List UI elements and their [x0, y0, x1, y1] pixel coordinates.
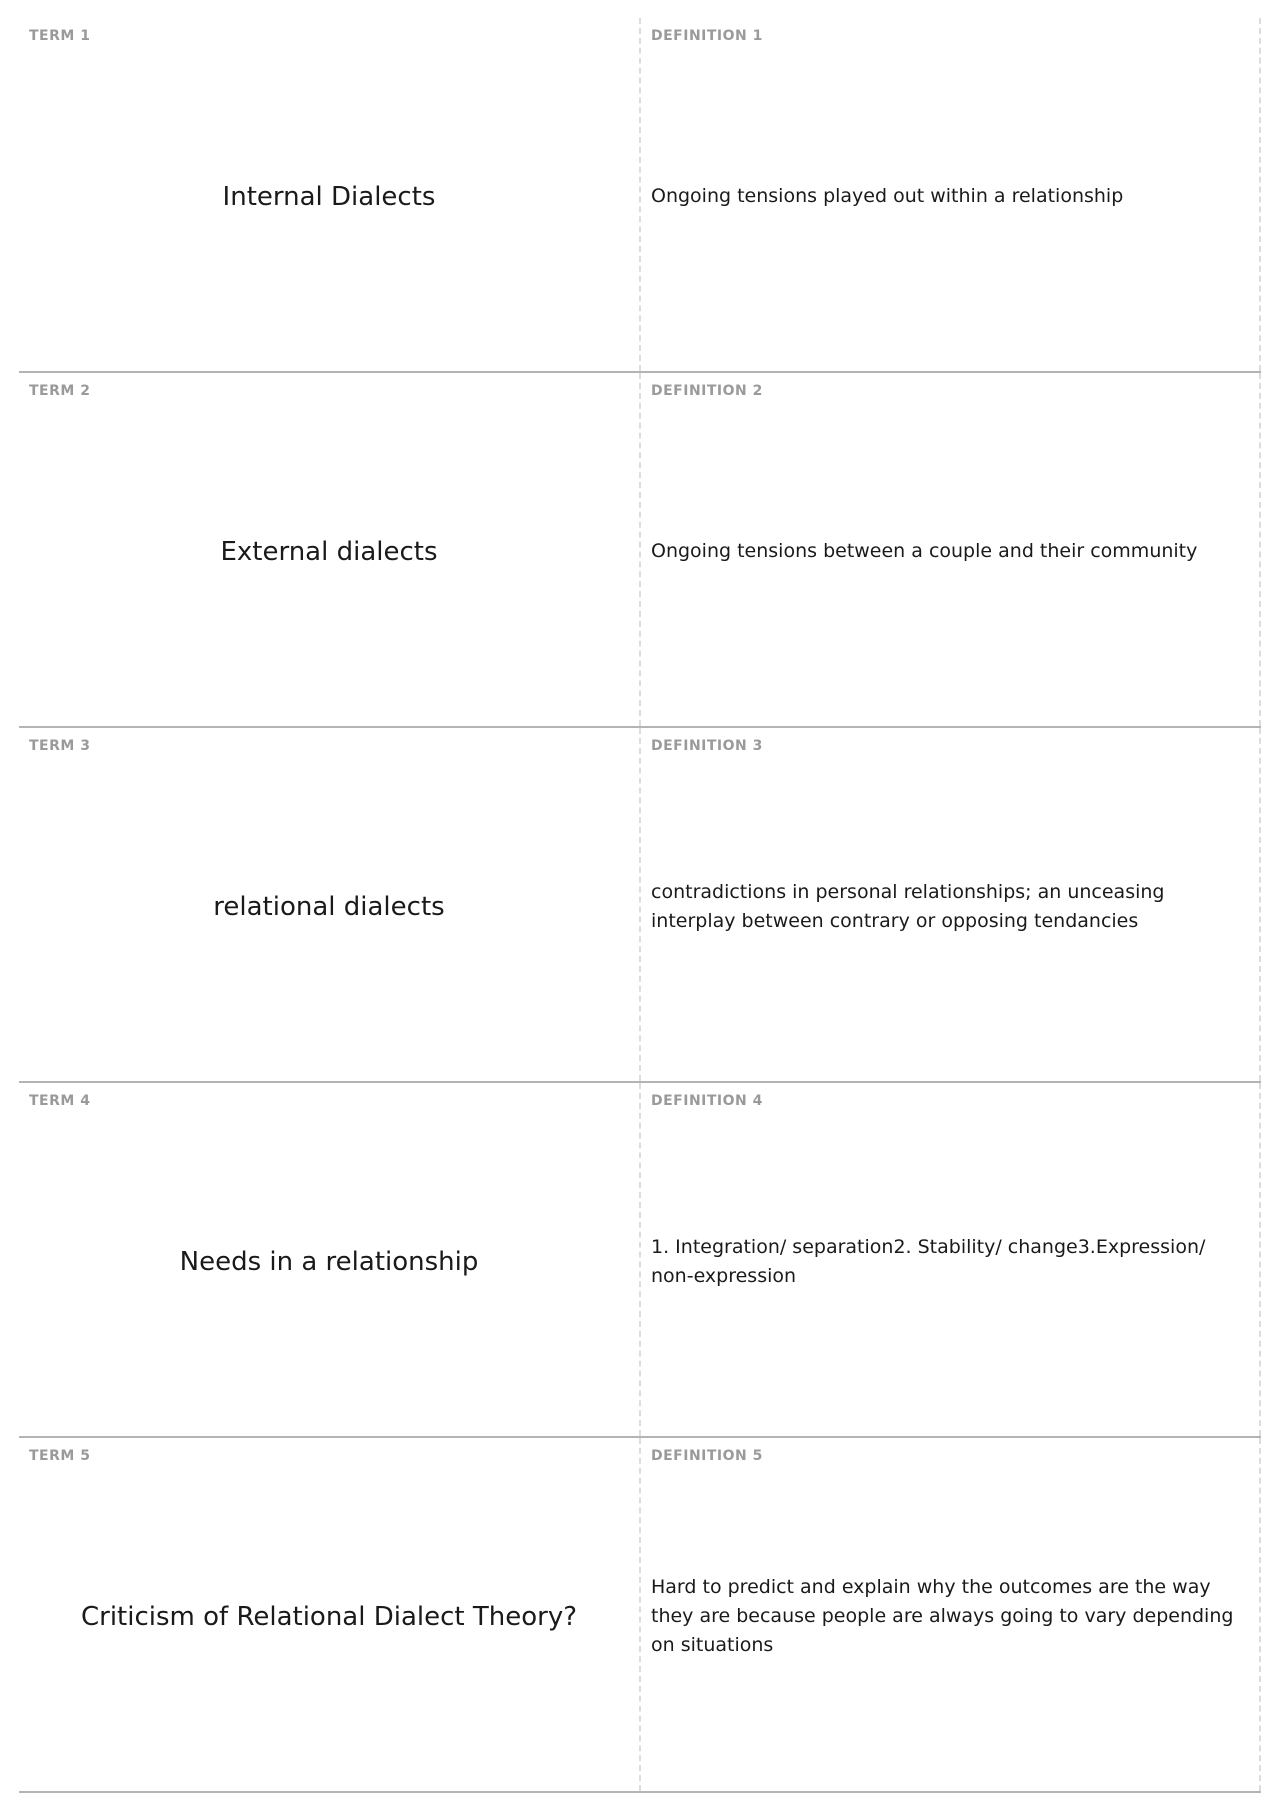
- definition-label: DEFINITION 4: [651, 1093, 763, 1109]
- flashcard-row: [19, 18, 1261, 373]
- definition-cell: [641, 728, 1261, 1081]
- definition-text: Ongoing tensions played out within a relationship: [651, 185, 1124, 207]
- flashcard-row: [19, 1438, 1261, 1793]
- term-text: relational dialects: [213, 891, 445, 922]
- term-text: Criticism of Relational Dialect Theory?: [80, 1601, 578, 1632]
- term-cell: [19, 18, 641, 371]
- term-text: Needs in a relationship: [179, 1246, 479, 1277]
- term-label: TERM 2: [29, 383, 91, 399]
- definition-label: DEFINITION 3: [651, 738, 763, 754]
- term-cell: [19, 373, 641, 726]
- term-cell: [19, 1083, 641, 1436]
- definition-label: DEFINITION 2: [651, 383, 763, 399]
- definition-cell: [641, 373, 1261, 726]
- flashcard-row: [19, 1083, 1261, 1438]
- definition-text: contradictions in personal relationships; an unceasing interplay between contrary or opposing tendancies: [651, 880, 1165, 932]
- term-text: Internal Dialects: [222, 181, 436, 212]
- term-label: TERM 4: [29, 1093, 91, 1109]
- definition-text: Hard to predict and explain why the outcomes are the way they are because people are always going to vary depending on situations: [651, 1576, 1234, 1656]
- term-label: TERM 1: [29, 28, 91, 44]
- definition-cell: [641, 1083, 1261, 1436]
- term-cell: [19, 1438, 641, 1791]
- flashcard-row: [19, 373, 1261, 728]
- flashcard-row: [19, 728, 1261, 1083]
- definition-cell: [641, 18, 1261, 371]
- term-cell: [19, 728, 641, 1081]
- term-text: External dialects: [220, 536, 438, 567]
- term-label: TERM 5: [29, 1448, 91, 1464]
- definition-cell: [641, 1438, 1261, 1791]
- flashcard-sheet: [19, 18, 1261, 1793]
- definition-label: DEFINITION 5: [651, 1448, 763, 1464]
- term-label: TERM 3: [29, 738, 91, 754]
- definition-label: DEFINITION 1: [651, 28, 763, 44]
- definition-text: Ongoing tensions between a couple and their community: [651, 540, 1198, 562]
- definition-text: 1. Integration/ separation2. Stability/ change3.Expression/ non-expression: [651, 1235, 1206, 1287]
